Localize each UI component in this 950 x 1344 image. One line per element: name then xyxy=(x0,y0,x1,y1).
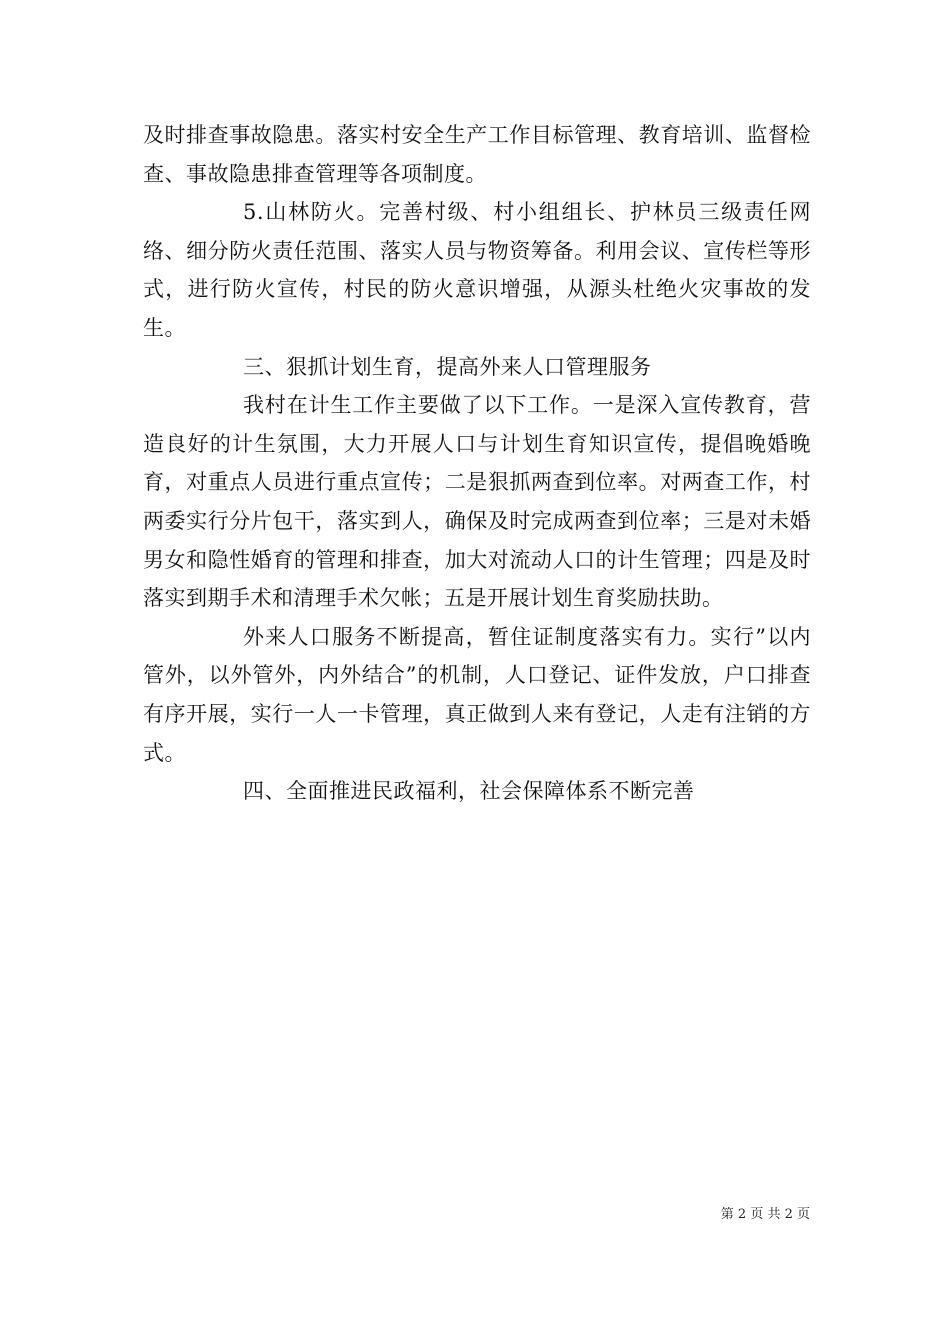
paragraph-safety-continuation: 及时排查事故隐患。落实村安全生产工作目标管理、教育培训、监督检查、事故隐患排查管理等各项制度。 xyxy=(143,123,811,186)
document-body xyxy=(143,116,811,811)
paragraph-migrant-population-service: 外来人口服务不断提高，暂住证制度落实有力。实行”以内管外，以外管外，内外结合”的机制，人口登记、证件发放，户口排查有序开展，实行一人一卡管理，真正做到人来有登记，人走有注销的方式。 xyxy=(143,624,811,765)
section-heading-civil-welfare: 四、全面推进民政福利，社会保障体系不断完善 xyxy=(243,779,695,804)
page-number-footer: 第 2 页 共 2 页 xyxy=(720,1207,810,1222)
section-heading-family-planning: 三、狠抓计划生育，提高外来人口管理服务 xyxy=(243,354,652,379)
paragraph-forest-fire-prevention: 5.山林防火。完善村级、村小组组长、护林员三级责任网络、细分防火责任范围、落实人员与物资筹备。利用会议、宣传栏等形式，进行防火宣传，村民的防火意识增强，从源头杜绝火灾事故的发生。 xyxy=(143,200,811,340)
paragraph-family-planning-work: 我村在计生工作主要做了以下工作。一是深入宣传教育，营造良好的计生氛围，大力开展人口与计划生育知识宣传，提倡晚婚晚育，对重点人员进行重点宣传；二是狠抓两查到位率。对两查工作，村两委实行分片包干，落实到人，确保及时完成两查到位率；三是对未婚男女和隐性婚育的管理和排查，加大对流动人口的计生管理；四是及时落实到期手术和清理手术欠帐；五是开展计划生育奖励扶助。 xyxy=(143,393,811,611)
